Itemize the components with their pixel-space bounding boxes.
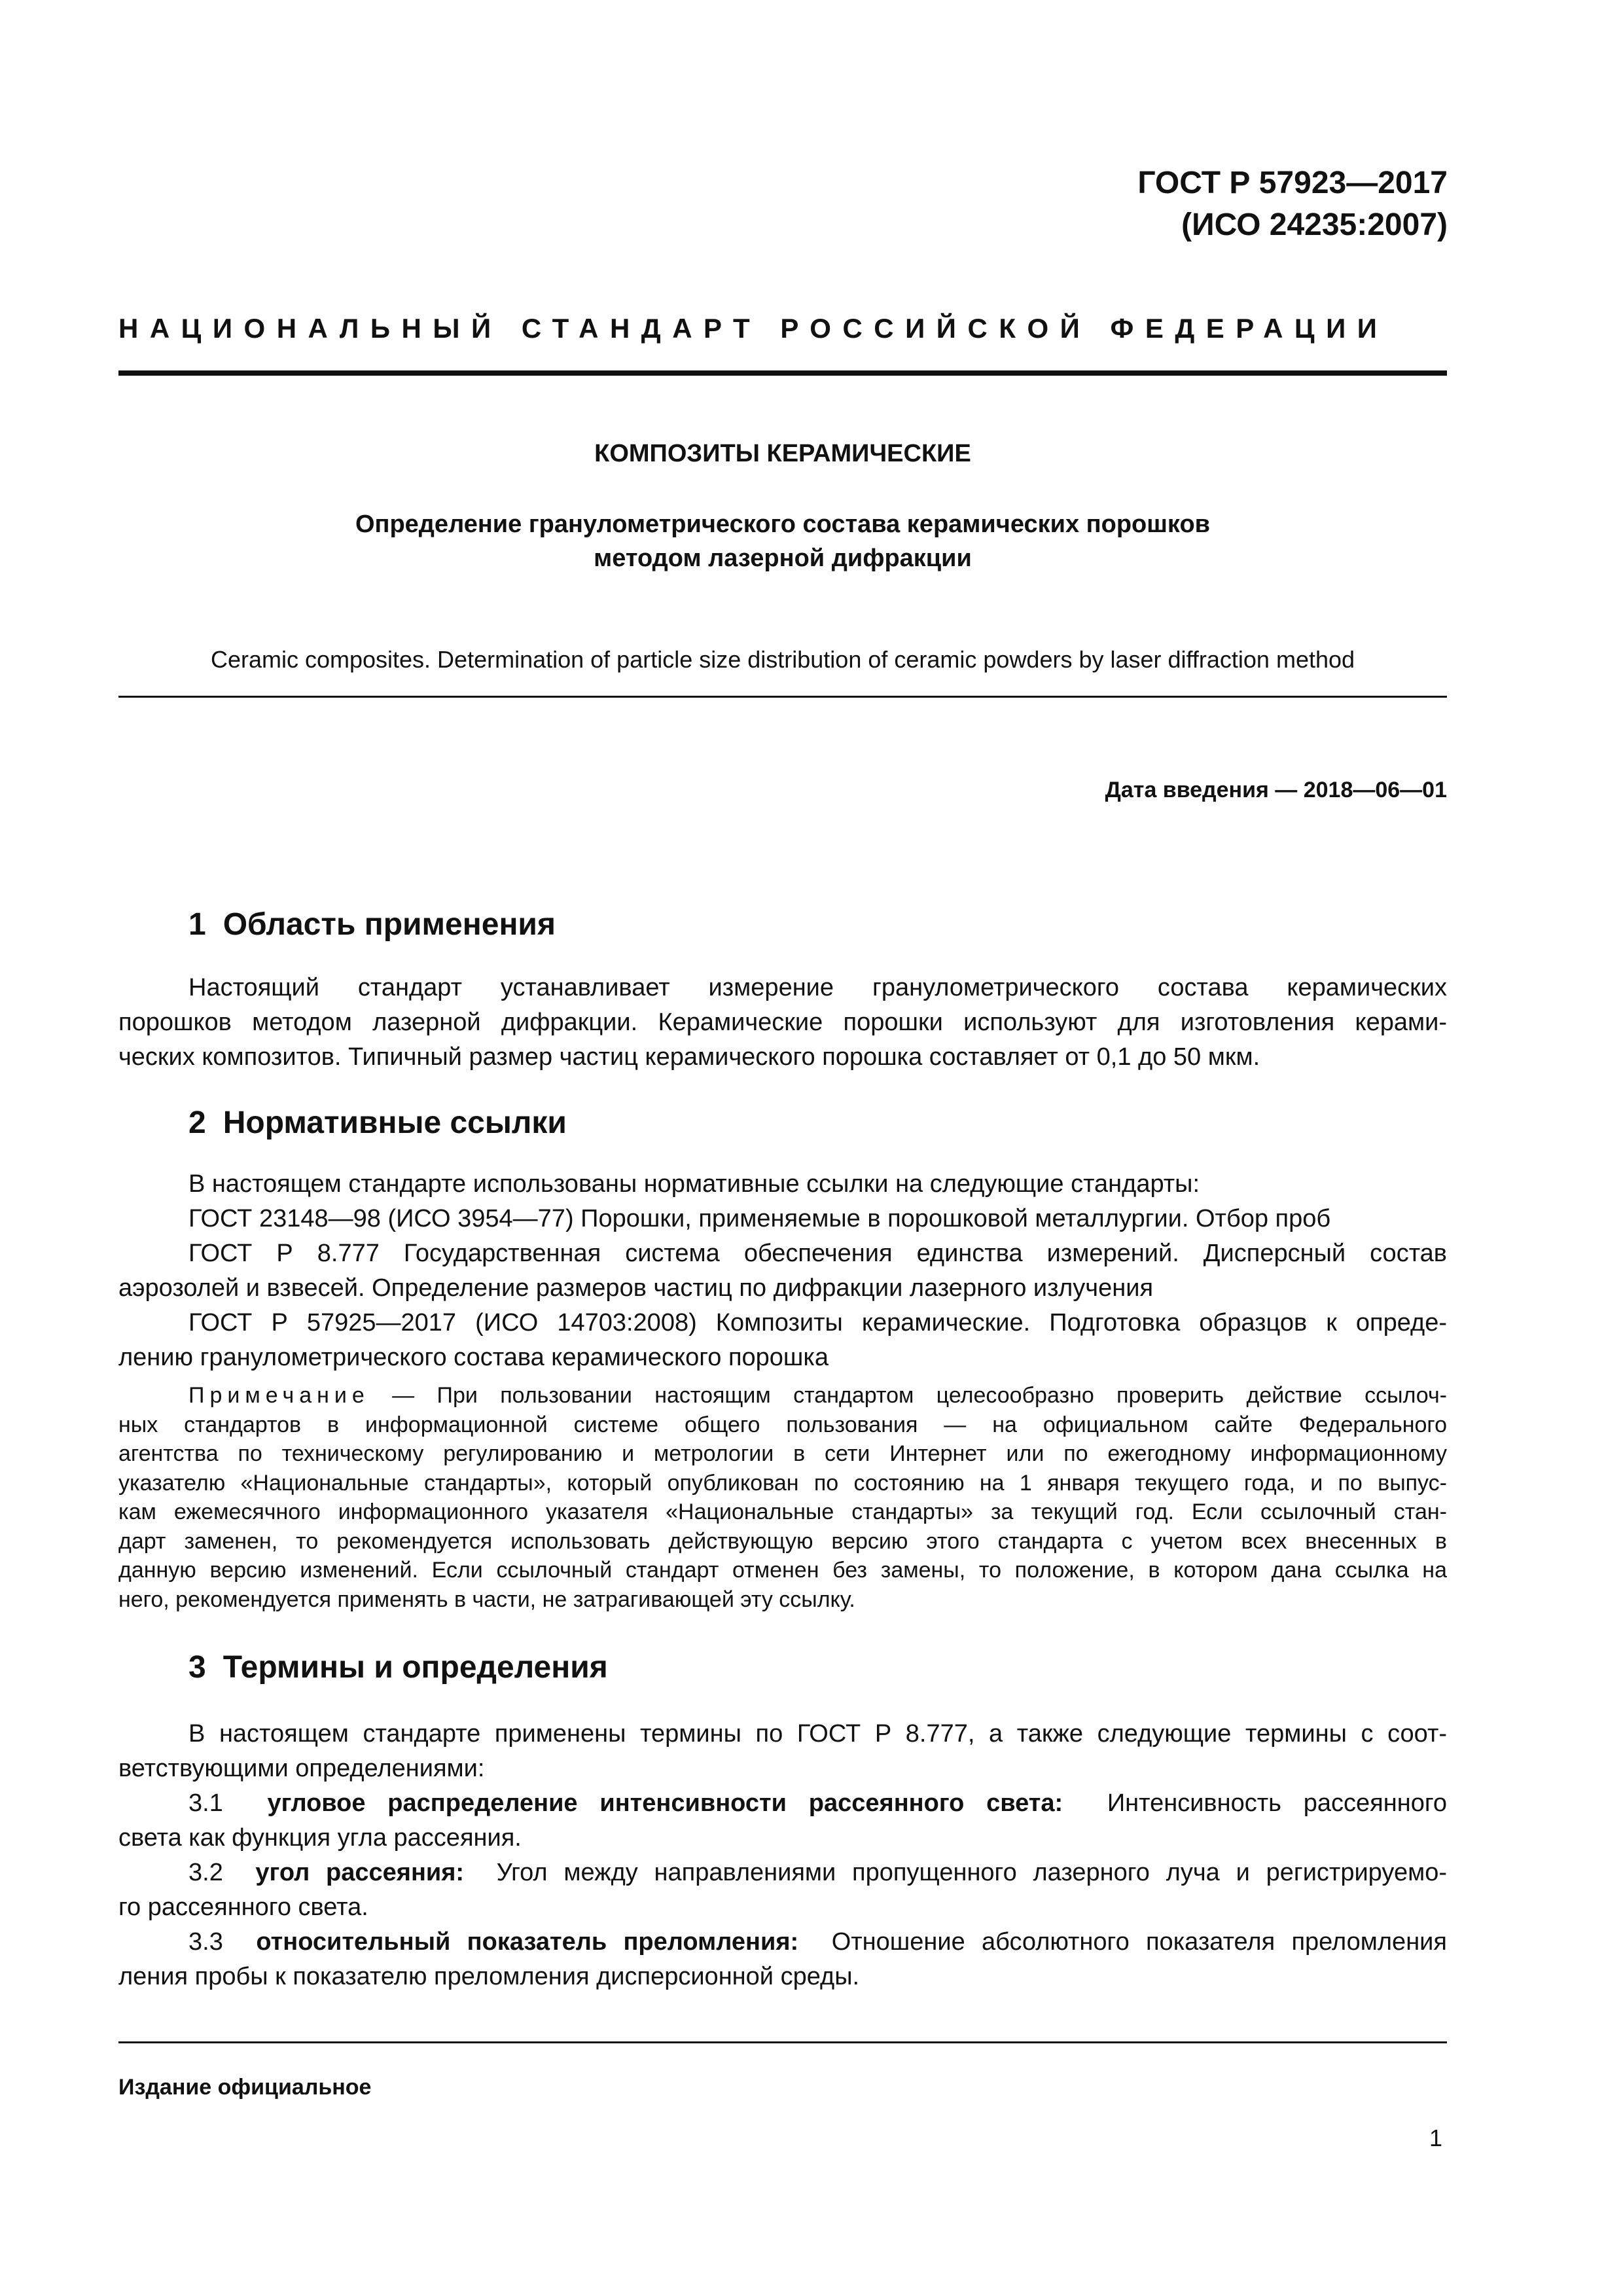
note-line [118,1381,1447,1410]
title-divider [118,696,1447,698]
section-heading [188,906,573,942]
english-title: Ceramic composites. Determination of particle size distribution of ceramic powders by laser diffraction method [210,646,1355,673]
term-entry [118,1786,1447,1821]
introduction-date: Дата введения — 2018—06—01 [1105,778,1447,802]
term-entry [118,1925,1447,1960]
text-line: ветствующими определениями: [118,1755,485,1782]
term-entry [118,1856,1447,1890]
term-number: 3.1 [188,1789,223,1817]
note-line: данную версию изменений. Если ссылочный стандарт отменен без замены, то положение, в котором дана ссылка на [118,1558,1447,1583]
term-definition: Угол между направлениями пропущенного лазерного луча и регистрируемо- [496,1859,1448,1886]
term-definition: Интенсивность рассеянного [1107,1789,1447,1817]
note-line: ных стандартов в информационной системе общего пользования — на официальном сайте Федерального [118,1412,1447,1437]
text-line: света как функция угла рассеяния. [118,1824,522,1852]
note-line: агентства по техническому регулированию и метрологии в сети Интернет или по ежегодному информационному [118,1441,1447,1466]
section-1-paragraph [118,971,1447,1075]
term-number: 3.3 [188,1928,223,1956]
official-edition-label: Издание официальное [118,2075,372,2100]
page-number: 1 [1429,2125,1442,2151]
section-title: Область применения [223,907,556,942]
note-line: кам ежемесячного информационного указателя «Национальные стандарты» за текущий год. Если ссылочный стан- [118,1499,1447,1524]
document-subtitle [118,507,1447,575]
section-title: Нормативные ссылки [223,1105,567,1140]
subtitle-line: Определение гранулометрического состава керамических порошков [355,511,1211,538]
text-line: В настоящем стандарте использованы нормативные ссылки на следующие стандарты: [188,1170,1200,1198]
reference-item: ГОСТ 23148—98 (ИСО 3954—77) Порошки, применяемые в порошковой металлургии. Отбор проб [188,1205,1331,1232]
text-line: В настоящем стандарте применены термины по ГОСТ Р 8.777, а также следующие термины с соот- [188,1720,1447,1748]
term-name: угол рассеяния: [255,1859,465,1886]
iso-number: (ИСО 24235:2007) [1181,207,1448,242]
note-line: него, рекомендуется применять в части, не затрагивающей эту ссылку. [118,1587,855,1612]
note-label: Примечание [188,1383,370,1408]
text-line: лению гранулометрического состава керамического порошка [118,1344,829,1371]
section-heading [188,1105,584,1141]
section-number: 3 [188,1650,206,1685]
note-line: дарт заменен, то рекомендуется использовать действующую версию этого стандарта с учетом всех внесенных в [118,1528,1447,1554]
section-heading [188,1649,625,1685]
section-number: 2 [188,1105,206,1140]
document-title: КОМПОЗИТЫ КЕРАМИЧЕСКИЕ [594,440,971,467]
footer-divider [118,2041,1447,2043]
reference-item: ГОСТ Р 8.777 Государственная система обеспечения единства измерений. Дисперсный состав [188,1240,1447,1267]
standard-designation [1137,162,1448,246]
text-line: го рассеянного света. [118,1893,368,1921]
text-line: ления пробы к показателю преломления дисперсионной среды. [118,1963,860,1990]
text-line: Настоящий стандарт устанавливает измерение гранулометрического состава керамических [188,974,1447,1001]
text-line: ческих композитов. Типичный размер частиц керамического порошка составляет от 0,1 до 50 мкм. [118,1043,1260,1071]
note-line: указателю «Национальные стандарты», который опубликован по состоянию на 1 января текущего года, и по выпус- [118,1470,1447,1496]
term-number: 3.2 [188,1859,223,1886]
reference-item: ГОСТ Р 57925—2017 (ИСО 14703:2008) Композиты керамические. Подготовка образцов к опреде- [188,1309,1447,1336]
term-name: относительный показатель преломления: [256,1928,799,1956]
term-name: угловое распределение интенсивности рассеянного света: [267,1789,1063,1817]
term-definition: Отношение абсолютного показателя преломления [831,1928,1447,1956]
text-line: аэрозолей и взвесей. Определение размеров частиц по дифракции лазерного излучения [118,1274,1154,1302]
section-number: 1 [188,907,206,942]
note-block [118,1381,1447,1614]
header-divider [118,370,1447,376]
text-line: порошков методом лазерной дифракции. Керамические порошки используют для изготовления керами- [118,1009,1447,1036]
subtitle-line: методом лазерной дифракции [594,545,972,572]
section-3-terms [118,1717,1447,1994]
national-standard-title: НАЦИОНАЛЬНЫЙ СТАНДАРТ РОССИЙСКОЙ ФЕДЕРАЦИИ [118,313,1389,344]
section-title: Термины и определения [223,1650,608,1685]
note-text: — При пользовании настоящим стандартом целесообразно проверить действие ссылоч- [369,1383,1447,1408]
gost-number: ГОСТ Р 57923—2017 [1137,166,1448,200]
section-2-references [118,1167,1447,1375]
